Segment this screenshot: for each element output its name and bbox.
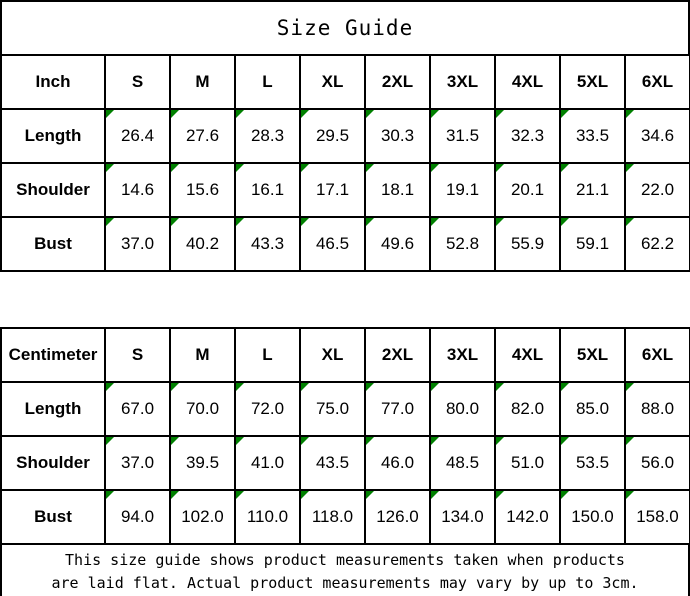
row-label: Shoulder — [1, 163, 105, 217]
measurement-cell — [365, 382, 430, 436]
cell-corner-marker-icon — [301, 164, 309, 172]
measurement-cell — [430, 217, 495, 271]
size-column-header: L — [235, 55, 300, 109]
measurement-cell — [365, 109, 430, 163]
measurement-cell — [235, 490, 300, 544]
cell-corner-marker-icon — [106, 491, 114, 499]
cell-corner-marker-icon — [496, 218, 504, 226]
measurement-value: 75.0 — [315, 399, 350, 418]
cell-corner-marker-icon — [626, 218, 634, 226]
measurement-value: 37.0 — [120, 453, 155, 472]
cell-corner-marker-icon — [496, 383, 504, 391]
measurement-value: 19.1 — [445, 180, 480, 199]
cell-corner-marker-icon — [431, 437, 439, 445]
measurement-cell — [430, 436, 495, 490]
measurement-cell — [365, 163, 430, 217]
measurement-cell — [105, 490, 170, 544]
measurement-value: 43.5 — [315, 453, 350, 472]
measurement-value: 26.4 — [120, 126, 155, 145]
measurement-cell — [625, 490, 690, 544]
measurement-value: 56.0 — [640, 453, 675, 472]
measurement-value: 32.3 — [510, 126, 545, 145]
cell-corner-marker-icon — [236, 218, 244, 226]
measurement-value: 85.0 — [575, 399, 610, 418]
measurement-value: 150.0 — [571, 507, 614, 526]
measurement-cell — [235, 163, 300, 217]
cell-corner-marker-icon — [171, 437, 179, 445]
measurement-cell — [625, 163, 690, 217]
table-spacer — [0, 272, 690, 327]
measurement-cell — [365, 436, 430, 490]
measurement-cell — [235, 109, 300, 163]
size-column-header: 4XL — [495, 328, 560, 382]
measurement-value: 67.0 — [120, 399, 155, 418]
table-row — [1, 436, 690, 490]
measurement-cell — [365, 217, 430, 271]
measurement-value: 51.0 — [510, 453, 545, 472]
size-column-header: M — [170, 55, 235, 109]
measurement-value: 34.6 — [640, 126, 675, 145]
measurement-cell — [105, 217, 170, 271]
measurement-value: 82.0 — [510, 399, 545, 418]
size-column-header: 2XL — [365, 328, 430, 382]
measurement-cell — [235, 217, 300, 271]
size-column-header: XL — [300, 55, 365, 109]
measurement-cell — [300, 109, 365, 163]
measurement-cell — [430, 382, 495, 436]
measurement-value: 41.0 — [250, 453, 285, 472]
size-column-header: 6XL — [625, 328, 690, 382]
size-column-header: XL — [300, 328, 365, 382]
measurement-value: 142.0 — [506, 507, 549, 526]
cell-corner-marker-icon — [561, 164, 569, 172]
measurement-cell — [170, 163, 235, 217]
measurement-value: 27.6 — [185, 126, 220, 145]
measurement-value: 62.2 — [640, 234, 675, 253]
measurement-cell — [560, 109, 625, 163]
footer-note-line2: are laid flat. Actual product measurements may vary by up to 3cm. — [51, 574, 639, 592]
measurement-cell — [105, 163, 170, 217]
table-row — [1, 163, 690, 217]
cell-corner-marker-icon — [366, 383, 374, 391]
cell-corner-marker-icon — [106, 383, 114, 391]
measurement-cell — [495, 436, 560, 490]
measurement-value: 17.1 — [315, 180, 350, 199]
cell-corner-marker-icon — [236, 437, 244, 445]
measurement-value: 46.0 — [380, 453, 415, 472]
measurement-value: 158.0 — [636, 507, 679, 526]
cell-corner-marker-icon — [171, 164, 179, 172]
cell-corner-marker-icon — [106, 164, 114, 172]
footer-note — [0, 545, 690, 596]
size-column-header: L — [235, 328, 300, 382]
measurement-value: 20.1 — [510, 180, 545, 199]
cell-corner-marker-icon — [626, 164, 634, 172]
cell-corner-marker-icon — [496, 164, 504, 172]
measurement-cell — [300, 163, 365, 217]
cell-corner-marker-icon — [626, 383, 634, 391]
size-column-header: 5XL — [560, 55, 625, 109]
cell-corner-marker-icon — [561, 218, 569, 226]
size-column-header: 4XL — [495, 55, 560, 109]
cell-corner-marker-icon — [626, 110, 634, 118]
centimeter-table — [0, 327, 690, 545]
table-row — [1, 328, 690, 382]
cell-corner-marker-icon — [171, 491, 179, 499]
cell-corner-marker-icon — [561, 110, 569, 118]
size-column-header: 2XL — [365, 55, 430, 109]
cell-corner-marker-icon — [301, 218, 309, 226]
table-row — [1, 217, 690, 271]
measurement-value: 31.5 — [445, 126, 480, 145]
measurement-value: 15.6 — [185, 180, 220, 199]
cell-corner-marker-icon — [431, 110, 439, 118]
cell-corner-marker-icon — [626, 491, 634, 499]
measurement-cell — [170, 436, 235, 490]
measurement-value: 134.0 — [441, 507, 484, 526]
measurement-value: 21.1 — [575, 180, 610, 199]
cell-corner-marker-icon — [561, 437, 569, 445]
inch-table — [0, 54, 690, 272]
measurement-cell — [560, 490, 625, 544]
cell-corner-marker-icon — [171, 383, 179, 391]
row-label: Length — [1, 382, 105, 436]
measurement-cell — [105, 109, 170, 163]
measurement-cell — [235, 436, 300, 490]
size-column-header: 6XL — [625, 55, 690, 109]
cell-corner-marker-icon — [301, 110, 309, 118]
measurement-cell — [300, 490, 365, 544]
measurement-value: 18.1 — [380, 180, 415, 199]
measurement-value: 16.1 — [250, 180, 285, 199]
measurement-value: 46.5 — [315, 234, 350, 253]
measurement-cell — [170, 490, 235, 544]
cell-corner-marker-icon — [561, 383, 569, 391]
measurement-cell — [430, 109, 495, 163]
measurement-cell — [430, 490, 495, 544]
cell-corner-marker-icon — [106, 110, 114, 118]
measurement-value: 102.0 — [181, 507, 224, 526]
cell-corner-marker-icon — [236, 110, 244, 118]
size-column-header: M — [170, 328, 235, 382]
cell-corner-marker-icon — [626, 437, 634, 445]
measurement-value: 110.0 — [246, 507, 289, 526]
measurement-cell — [495, 490, 560, 544]
measurement-value: 22.0 — [640, 180, 675, 199]
measurement-cell — [495, 382, 560, 436]
measurement-value: 52.8 — [445, 234, 480, 253]
cell-corner-marker-icon — [496, 491, 504, 499]
measurement-cell — [430, 163, 495, 217]
measurement-cell — [300, 382, 365, 436]
measurement-value: 48.5 — [445, 453, 480, 472]
table-row — [1, 109, 690, 163]
measurement-value: 37.0 — [120, 234, 155, 253]
measurement-cell — [625, 109, 690, 163]
page-title: Size Guide — [0, 0, 690, 54]
cell-corner-marker-icon — [236, 383, 244, 391]
measurement-value: 55.9 — [510, 234, 545, 253]
measurement-cell — [365, 490, 430, 544]
measurement-value: 118.0 — [311, 507, 354, 526]
cell-corner-marker-icon — [106, 218, 114, 226]
measurement-value: 70.0 — [185, 399, 220, 418]
measurement-cell — [495, 109, 560, 163]
measurement-value: 88.0 — [640, 399, 675, 418]
measurement-value: 59.1 — [575, 234, 610, 253]
cell-corner-marker-icon — [366, 110, 374, 118]
table-row — [1, 382, 690, 436]
cell-corner-marker-icon — [366, 437, 374, 445]
measurement-value: 53.5 — [575, 453, 610, 472]
measurement-value: 72.0 — [250, 399, 285, 418]
size-column-header: S — [105, 55, 170, 109]
cell-corner-marker-icon — [236, 491, 244, 499]
measurement-value: 77.0 — [380, 399, 415, 418]
size-column-header: 5XL — [560, 328, 625, 382]
measurement-value: 43.3 — [250, 234, 285, 253]
cell-corner-marker-icon — [431, 218, 439, 226]
cell-corner-marker-icon — [431, 383, 439, 391]
measurement-value: 14.6 — [120, 180, 155, 199]
measurement-cell — [560, 163, 625, 217]
unit-header-inch: Inch — [1, 55, 105, 109]
measurement-value: 29.5 — [315, 126, 350, 145]
row-label: Length — [1, 109, 105, 163]
measurement-value: 49.6 — [380, 234, 415, 253]
measurement-value: 126.0 — [376, 507, 419, 526]
measurement-cell — [300, 217, 365, 271]
measurement-cell — [170, 109, 235, 163]
table-row — [1, 55, 690, 109]
cell-corner-marker-icon — [366, 491, 374, 499]
size-column-header: 3XL — [430, 55, 495, 109]
table-row — [1, 490, 690, 544]
row-label: Bust — [1, 490, 105, 544]
measurement-cell — [105, 382, 170, 436]
measurement-value: 30.3 — [380, 126, 415, 145]
cell-corner-marker-icon — [301, 383, 309, 391]
cell-corner-marker-icon — [171, 110, 179, 118]
measurement-cell — [235, 382, 300, 436]
measurement-cell — [105, 436, 170, 490]
measurement-value: 94.0 — [120, 507, 155, 526]
measurement-value: 28.3 — [250, 126, 285, 145]
measurement-cell — [560, 382, 625, 436]
cell-corner-marker-icon — [366, 218, 374, 226]
row-label: Bust — [1, 217, 105, 271]
measurement-value: 39.5 — [185, 453, 220, 472]
measurement-cell — [300, 436, 365, 490]
cell-corner-marker-icon — [561, 491, 569, 499]
size-column-header: S — [105, 328, 170, 382]
cell-corner-marker-icon — [366, 164, 374, 172]
cell-corner-marker-icon — [301, 437, 309, 445]
measurement-cell — [495, 217, 560, 271]
measurement-cell — [560, 217, 625, 271]
measurement-cell — [170, 217, 235, 271]
measurement-value: 80.0 — [445, 399, 480, 418]
cell-corner-marker-icon — [431, 164, 439, 172]
measurement-cell — [625, 217, 690, 271]
measurement-cell — [560, 436, 625, 490]
measurement-cell — [625, 436, 690, 490]
cell-corner-marker-icon — [171, 218, 179, 226]
cell-corner-marker-icon — [431, 491, 439, 499]
measurement-cell — [495, 163, 560, 217]
cell-corner-marker-icon — [301, 491, 309, 499]
unit-header-centimeter: Centimeter — [1, 328, 105, 382]
measurement-value: 40.2 — [185, 234, 220, 253]
measurement-cell — [170, 382, 235, 436]
row-label: Shoulder — [1, 436, 105, 490]
cell-corner-marker-icon — [496, 110, 504, 118]
cell-corner-marker-icon — [496, 437, 504, 445]
size-column-header: 3XL — [430, 328, 495, 382]
cell-corner-marker-icon — [106, 437, 114, 445]
measurement-value: 33.5 — [575, 126, 610, 145]
footer-note-line1: This size guide shows product measurements taken when products — [65, 551, 625, 569]
measurement-cell — [625, 382, 690, 436]
cell-corner-marker-icon — [236, 164, 244, 172]
